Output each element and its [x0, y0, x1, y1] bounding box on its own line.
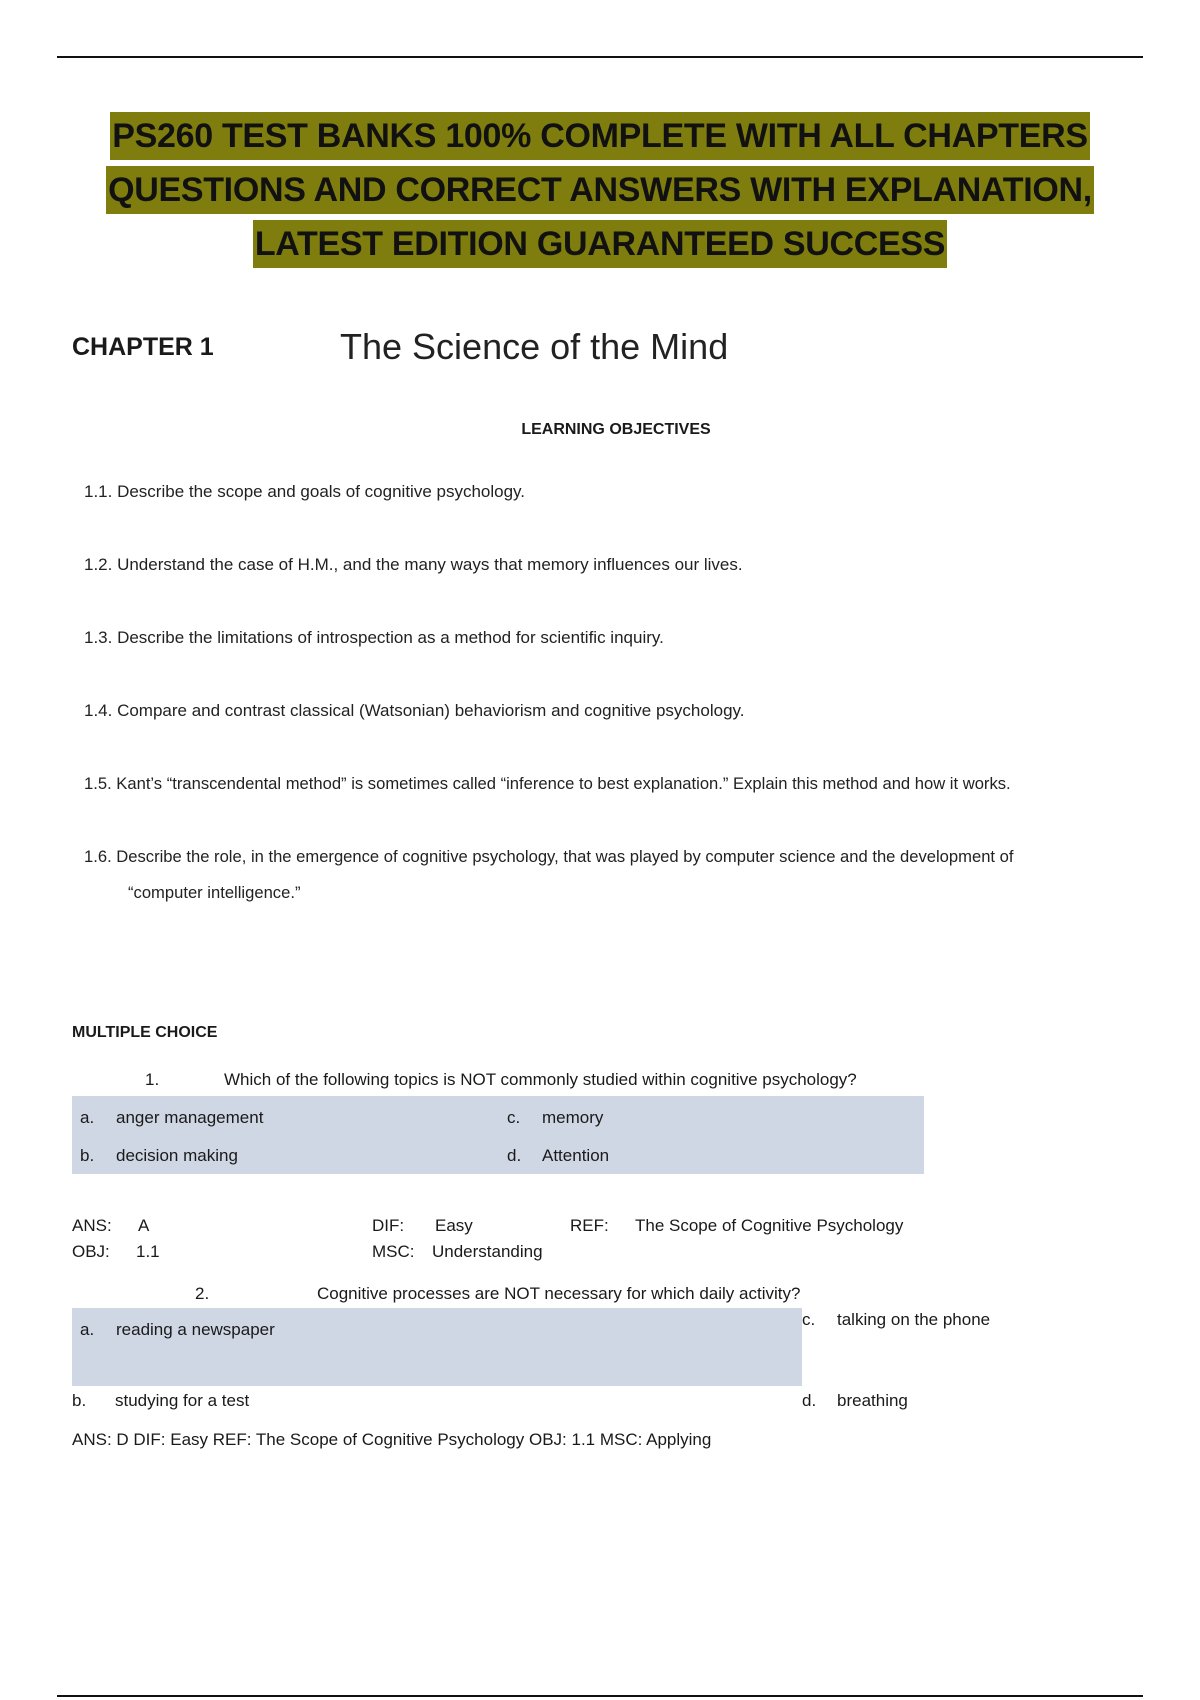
q1-msc-label: MSC:: [372, 1242, 415, 1261]
top-rule: [57, 56, 1143, 58]
question-1-options: [72, 1096, 924, 1174]
q1-option-d-letter: d.: [507, 1146, 522, 1165]
chapter-label: CHAPTER 1: [72, 333, 214, 361]
objective-1-6-text: 1.6. Describe the role, in the emergence of cognitive psychology, that was played by computer science and the development of: [84, 847, 1014, 866]
bottom-rule: [57, 1695, 1143, 1697]
objective-1-1: 1.1. Describe the scope and goals of cognitive psychology.: [84, 482, 526, 501]
objective-1-4: 1.4. Compare and contrast classical (Watsonian) behaviorism and cognitive psychology.: [84, 701, 745, 720]
objective-1-6-continuation: “computer intelligence.”: [128, 883, 301, 902]
question-1-number: 1.: [145, 1070, 160, 1089]
q2-option-b: studying for a test: [115, 1391, 250, 1410]
q2-option-c: talking on the phone: [837, 1310, 991, 1329]
objective-1-2: 1.2. Understand the case of H.M., and the many ways that memory influences our lives.: [84, 555, 743, 574]
question-2-option-a-box: [72, 1308, 802, 1386]
q1-obj-value: 1.1: [136, 1242, 160, 1261]
objective-1-6: [84, 839, 1144, 911]
q2-option-d: breathing: [837, 1391, 908, 1410]
question-1-text: Which of the following topics is NOT commonly studied within cognitive psychology?: [224, 1070, 857, 1089]
title-line-2: QUESTIONS AND CORRECT ANSWERS WITH EXPLANATION,: [106, 166, 1094, 214]
q1-option-a: anger management: [116, 1108, 264, 1127]
title-line-1: PS260 TEST BANKS 100% COMPLETE WITH ALL CHAPTERS: [110, 112, 1090, 160]
q1-option-c: memory: [542, 1108, 604, 1127]
objective-1-5: 1.5. Kant’s “transcendental method” is sometimes called “inference to best explanation.” Explain this method and how it works.: [84, 774, 1011, 793]
q2-option-a: reading a newspaper: [116, 1320, 275, 1339]
title-line-3: LATEST EDITION GUARANTEED SUCCESS: [253, 220, 947, 268]
q1-ref-value: The Scope of Cognitive Psychology: [635, 1216, 904, 1235]
objective-1-3: 1.3. Describe the limitations of introspection as a method for scientific inquiry.: [84, 628, 664, 647]
q1-option-d: Attention: [542, 1146, 610, 1165]
q1-ans-value: A: [138, 1216, 150, 1235]
chapter-title: The Science of the Mind: [340, 326, 729, 367]
q1-option-a-letter: a.: [80, 1108, 95, 1127]
q1-ref-label: REF:: [570, 1216, 609, 1235]
q1-ans-label: ANS:: [72, 1216, 112, 1235]
q1-option-b-letter: b.: [80, 1146, 95, 1165]
question-2-text: Cognitive processes are NOT necessary for which daily activity?: [317, 1284, 801, 1303]
q2-meta-line: ANS: D DIF: Easy REF: The Scope of Cognitive Psychology OBJ: 1.1 MSC: Applying: [72, 1430, 712, 1449]
q2-option-b-letter: b.: [72, 1391, 87, 1410]
learning-objectives-heading: LEARNING OBJECTIVES: [521, 421, 711, 438]
multiple-choice-heading: MULTIPLE CHOICE: [72, 1024, 218, 1041]
q1-option-c-letter: c.: [507, 1108, 521, 1127]
q1-option-b: decision making: [116, 1146, 238, 1165]
q2-option-a-letter: a.: [80, 1320, 95, 1339]
q2-option-c-letter: c.: [802, 1310, 816, 1329]
q1-dif-value: Easy: [435, 1216, 473, 1235]
document-title: [0, 112, 1200, 274]
q1-msc-value: Understanding: [432, 1242, 543, 1261]
question-2-number: 2.: [195, 1284, 210, 1303]
q2-option-d-letter: d.: [802, 1391, 817, 1410]
q1-obj-label: OBJ:: [72, 1242, 110, 1261]
q1-dif-label: DIF:: [372, 1216, 405, 1235]
